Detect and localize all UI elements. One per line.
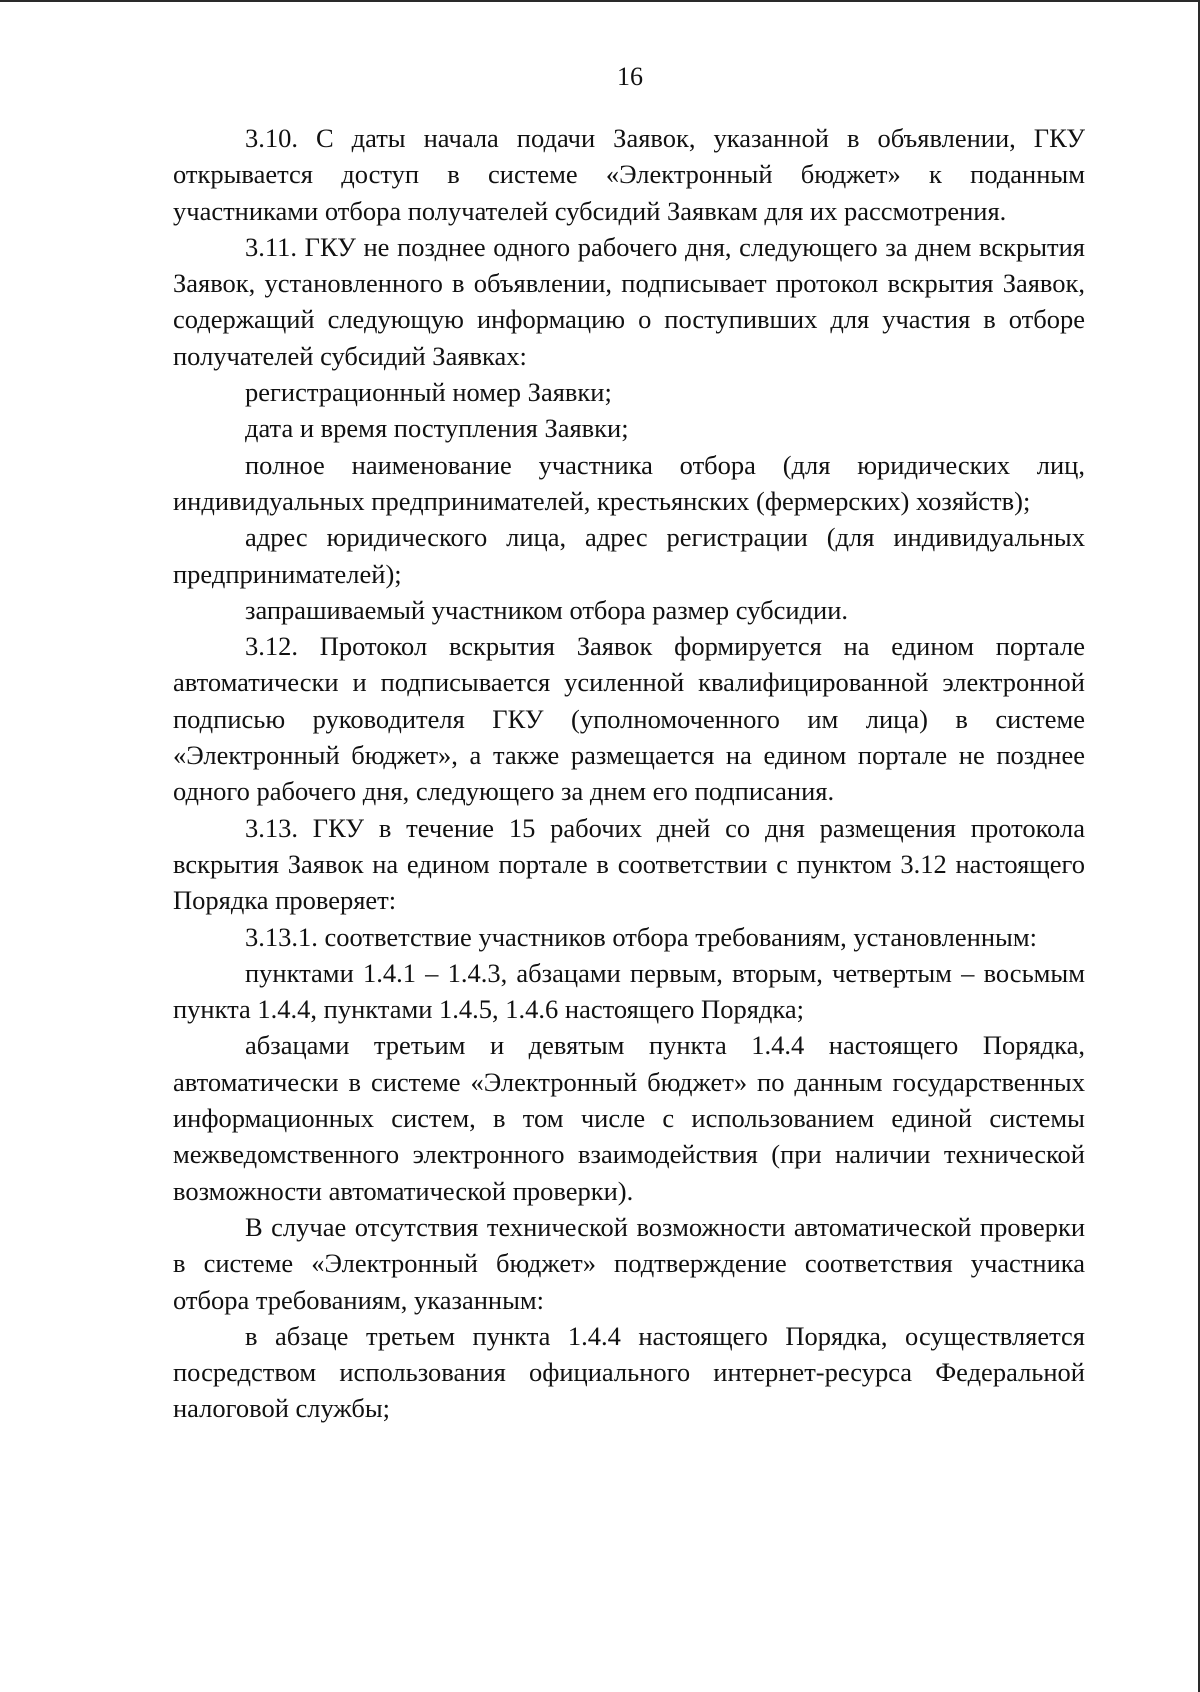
document-body: [173, 120, 1085, 1427]
paragraph-automatic-check: абзацами третьим и девятым пункта 1.4.4 настоящего Порядка, автоматически в системе «Электронный бюджет» по данным государственных информационных систем, в том числе с использованием единой системы межведомственного электронного взаимодействия (при наличии технической возможности автоматической проверки).: [173, 1030, 1085, 1206]
paragraph-tax-service: в абзаце третьем пункта 1.4.4 настоящего Порядка, осуществляется посредством использования официального интернет-ресурса Федеральной налоговой службы;: [173, 1320, 1085, 1424]
page-number: 16: [617, 62, 643, 91]
list-item-full-name: полное наименование участника отбора (для юридических лиц, индивидуальных предпринимателей, крестьянских (фермерских) хозяйств);: [173, 449, 1085, 516]
list-item-registration-number: регистрационный номер Заявки;: [245, 377, 612, 408]
paragraph-no-technical-possibility: В случае отсутствия технической возможности автоматической проверки в системе «Электронный бюджет» подтверждение соответствия участника отбора требованиям, указанным:: [173, 1211, 1085, 1315]
list-item-subsidy-amount: запрашиваемый участником отбора размер субсидии.: [245, 594, 849, 625]
paragraph-3-13-1: 3.13.1. соответствие участников отбора требованиям, установленным:: [245, 921, 1037, 952]
list-item-address: адрес юридического лица, адрес регистрации (для индивидуальных предпринимателей);: [173, 522, 1085, 589]
paragraph-3-10: 3.10. С даты начала подачи Заявок, указанной в объявлении, ГКУ открывается доступ в системе «Электронный бюджет» к поданным участниками отбора получателей субсидий Заявкам для их рассмотрения.: [173, 123, 1085, 226]
paragraph-3-13: 3.13. ГКУ в течение 15 рабочих дней со дня размещения протокола вскрытия Заявок на едином портале в соответствии с пунктом 3.12 настоящего Порядка проверяет:: [173, 812, 1085, 916]
paragraph-points-1-4-1: пунктами 1.4.1 – 1.4.3, абзацами первым, вторым, четвертым – восьмым пункта 1.4.4, пунктами 1.4.5, 1.4.6 настоящего Порядка;: [173, 957, 1085, 1025]
paragraph-3-11: 3.11. ГКУ не позднее одного рабочего дня, следующего за днем вскрытия Заявок, установленного в объявлении, подписывает протокол вскрытия Заявок, содержащий следующую информацию о поступивших для участия в отборе получателей субсидий Заявках:: [173, 231, 1085, 371]
paragraph-3-12: 3.12. Протокол вскрытия Заявок формируется на едином портале автоматически и подписывается усиленной квалифицированной электронной подписью руководителя ГКУ (уполномоченного им лица) в системе «Электронный бюджет», а также размещается на едином портале не позднее одного рабочего дня, следующего за днем его подписания.: [173, 631, 1085, 807]
list-item-date-time: дата и время поступления Заявки;: [245, 413, 629, 444]
